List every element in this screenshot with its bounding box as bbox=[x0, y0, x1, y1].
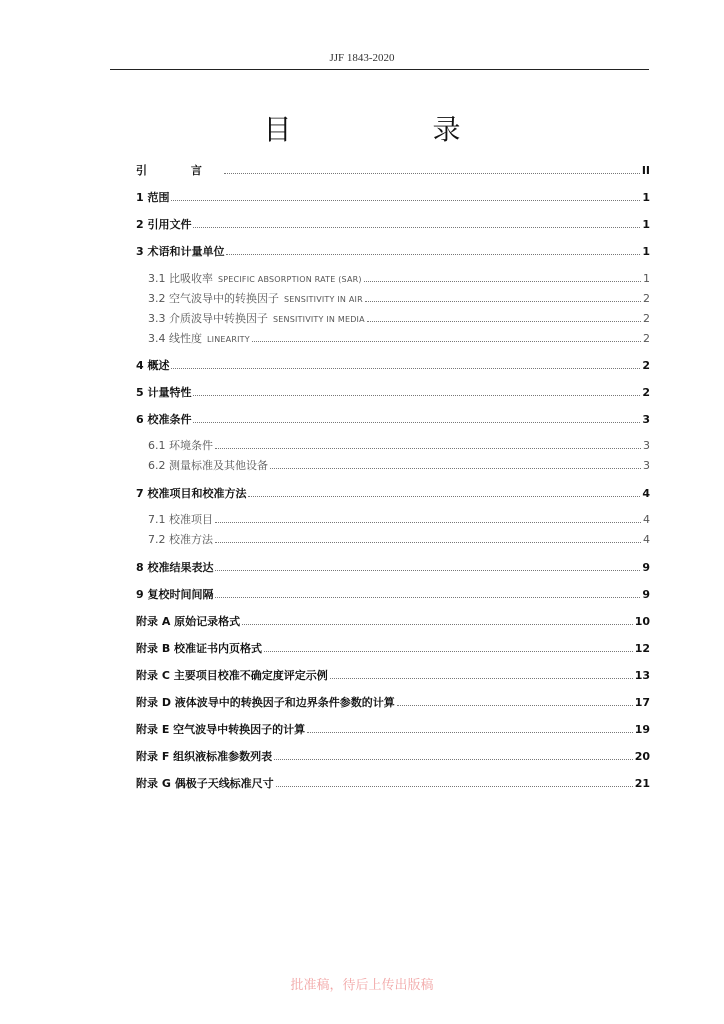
dot-leader bbox=[224, 162, 640, 174]
dot-leader bbox=[193, 384, 640, 396]
toc-entry-label: 附录 E 空气波导中转换因子的计算 bbox=[136, 723, 306, 736]
dot-leader bbox=[270, 457, 641, 469]
toc-entry[interactable] bbox=[136, 357, 650, 373]
toc-entry-label: 附录 F 组织液标准参数列表 bbox=[136, 750, 273, 763]
toc-entry-page-number: 1 bbox=[642, 245, 650, 258]
toc-entry-label: 附录 B 校准证书内页格式 bbox=[136, 642, 263, 655]
toc-entry-label: 3.1 比吸收率 bbox=[148, 272, 213, 285]
dot-leader bbox=[252, 330, 641, 342]
dot-leader bbox=[215, 511, 641, 523]
toc-entry[interactable] bbox=[136, 748, 650, 764]
toc-entry[interactable] bbox=[148, 531, 650, 547]
toc-entry-page-number: 3 bbox=[643, 439, 650, 452]
toc-entry-page-number: II bbox=[641, 164, 650, 177]
toc-entry-page-number: 20 bbox=[634, 750, 650, 763]
dot-leader bbox=[226, 243, 640, 255]
dot-leader bbox=[264, 640, 633, 652]
dot-leader bbox=[242, 613, 633, 625]
toc-entry[interactable] bbox=[136, 721, 650, 737]
toc-entry-page-number: 4 bbox=[642, 487, 650, 500]
toc-entry[interactable] bbox=[136, 189, 650, 205]
dot-leader bbox=[248, 485, 640, 497]
toc-entry-page-number: 1 bbox=[642, 218, 650, 231]
toc-entry-page-number: 9 bbox=[642, 588, 650, 601]
dot-leader bbox=[171, 357, 640, 369]
toc-entry-english-term: SPECIFIC ABSORPTION RATE (SAR) bbox=[218, 275, 362, 284]
toc-entry-english-term: SENSITIVITY IN AIR bbox=[284, 295, 363, 304]
toc-entry[interactable] bbox=[148, 330, 650, 346]
dot-leader bbox=[274, 748, 633, 760]
toc-entry[interactable] bbox=[136, 243, 650, 259]
dot-leader bbox=[215, 531, 641, 543]
toc-entry-page-number: 13 bbox=[634, 669, 650, 682]
toc-entry[interactable] bbox=[136, 485, 650, 501]
toc-entry[interactable] bbox=[148, 511, 650, 527]
toc-entry-label: 6.1 环境条件 bbox=[148, 439, 213, 452]
toc-entry[interactable] bbox=[136, 411, 650, 427]
toc-entry-page-number: 12 bbox=[634, 642, 650, 655]
toc-entry-page-number: 2 bbox=[642, 386, 650, 399]
toc-entry[interactable] bbox=[136, 613, 650, 629]
toc-entry-label: 7.1 校准项目 bbox=[148, 513, 213, 526]
toc-entry-page-number: 4 bbox=[643, 533, 650, 546]
toc-entry-english-term: SENSITIVITY IN MEDIA bbox=[273, 315, 365, 324]
toc-entry-page-number: 1 bbox=[642, 191, 650, 204]
toc-entry[interactable] bbox=[136, 559, 650, 575]
toc-entry-label: 3 术语和计量单位 bbox=[136, 245, 225, 258]
toc-entry[interactable] bbox=[148, 437, 650, 453]
dot-leader bbox=[330, 667, 633, 679]
watermark: 批准稿，待后上传出版稿 bbox=[290, 978, 434, 993]
toc-entry-label: 1 范围 bbox=[136, 191, 170, 204]
toc-entry-label: 附录 A 原始记录格式 bbox=[136, 615, 241, 628]
toc-entry[interactable] bbox=[148, 310, 650, 326]
dot-leader bbox=[397, 694, 633, 706]
toc-entry[interactable] bbox=[148, 290, 650, 306]
toc-entry[interactable] bbox=[136, 640, 650, 656]
dot-leader bbox=[215, 586, 640, 598]
toc-entry-page-number: 4 bbox=[643, 513, 650, 526]
dot-leader bbox=[367, 310, 641, 322]
toc-entry-label: 9 复校时间间隔 bbox=[136, 588, 214, 601]
toc-entry-label: 4 概述 bbox=[136, 359, 170, 372]
toc-entry-label: 2 引用文件 bbox=[136, 218, 192, 231]
toc-entry-page-number: 17 bbox=[634, 696, 650, 709]
toc-entry-page-number: 1 bbox=[643, 272, 650, 285]
toc-entry-page-number: 2 bbox=[642, 359, 650, 372]
toc-entry-label: 3.3 介质波导中转换因子 bbox=[148, 312, 268, 325]
toc-entry-page-number: 2 bbox=[643, 292, 650, 305]
toc-entry-label: 3.4 线性度 bbox=[148, 332, 202, 345]
toc-entry-page-number: 3 bbox=[642, 413, 650, 426]
dot-leader bbox=[364, 270, 641, 282]
standard-code: JJF 1843-2020 bbox=[329, 52, 395, 64]
toc-entry-label: 8 校准结果表达 bbox=[136, 561, 214, 574]
dot-leader bbox=[215, 559, 640, 571]
dot-leader bbox=[193, 411, 640, 423]
toc-entry[interactable] bbox=[136, 586, 650, 602]
toc-entry-page-number: 19 bbox=[634, 723, 650, 736]
toc-entry-english-term: LINEARITY bbox=[207, 335, 250, 344]
toc-entry-label: 3.2 空气波导中的转换因子 bbox=[148, 292, 279, 305]
dot-leader bbox=[307, 721, 633, 733]
toc-entry[interactable] bbox=[136, 775, 650, 791]
toc-entry-page-number: 3 bbox=[643, 459, 650, 472]
dot-leader bbox=[171, 189, 640, 201]
toc-entry-page-number: 2 bbox=[643, 312, 650, 325]
toc-entry-label: 引 言 bbox=[136, 164, 222, 177]
toc-entry-label: 6.2 测量标准及其他设备 bbox=[148, 459, 268, 472]
toc-entry-label: 附录 C 主要项目校准不确定度评定示例 bbox=[136, 669, 328, 682]
toc-entry-label: 附录 G 偶极子天线标准尺寸 bbox=[136, 777, 274, 790]
toc-entry[interactable] bbox=[136, 216, 650, 232]
toc-entry[interactable] bbox=[148, 270, 650, 286]
page-title: 目 录 bbox=[263, 113, 527, 146]
dot-leader bbox=[276, 775, 633, 787]
toc-entry[interactable] bbox=[136, 384, 650, 400]
toc-entry-page-number: 10 bbox=[634, 615, 650, 628]
toc-entry-label: 6 校准条件 bbox=[136, 413, 192, 426]
toc-entry[interactable] bbox=[148, 457, 650, 473]
toc-entry-label: 附录 D 液体波导中的转换因子和边界条件参数的计算 bbox=[136, 696, 395, 709]
toc-entry[interactable] bbox=[136, 162, 650, 178]
dot-leader bbox=[193, 216, 640, 228]
dot-leader bbox=[215, 437, 641, 449]
toc-entry-page-number: 9 bbox=[642, 561, 650, 574]
toc-entry-label: 7.2 校准方法 bbox=[148, 533, 213, 546]
dot-leader bbox=[365, 290, 641, 302]
toc-entry-label: 7 校准项目和校准方法 bbox=[136, 487, 247, 500]
toc-entry-page-number: 21 bbox=[634, 777, 650, 790]
toc-entry[interactable] bbox=[136, 694, 650, 710]
toc-entry[interactable] bbox=[136, 667, 650, 683]
toc-entry-label: 5 计量特性 bbox=[136, 386, 192, 399]
toc-entry-page-number: 2 bbox=[643, 332, 650, 345]
